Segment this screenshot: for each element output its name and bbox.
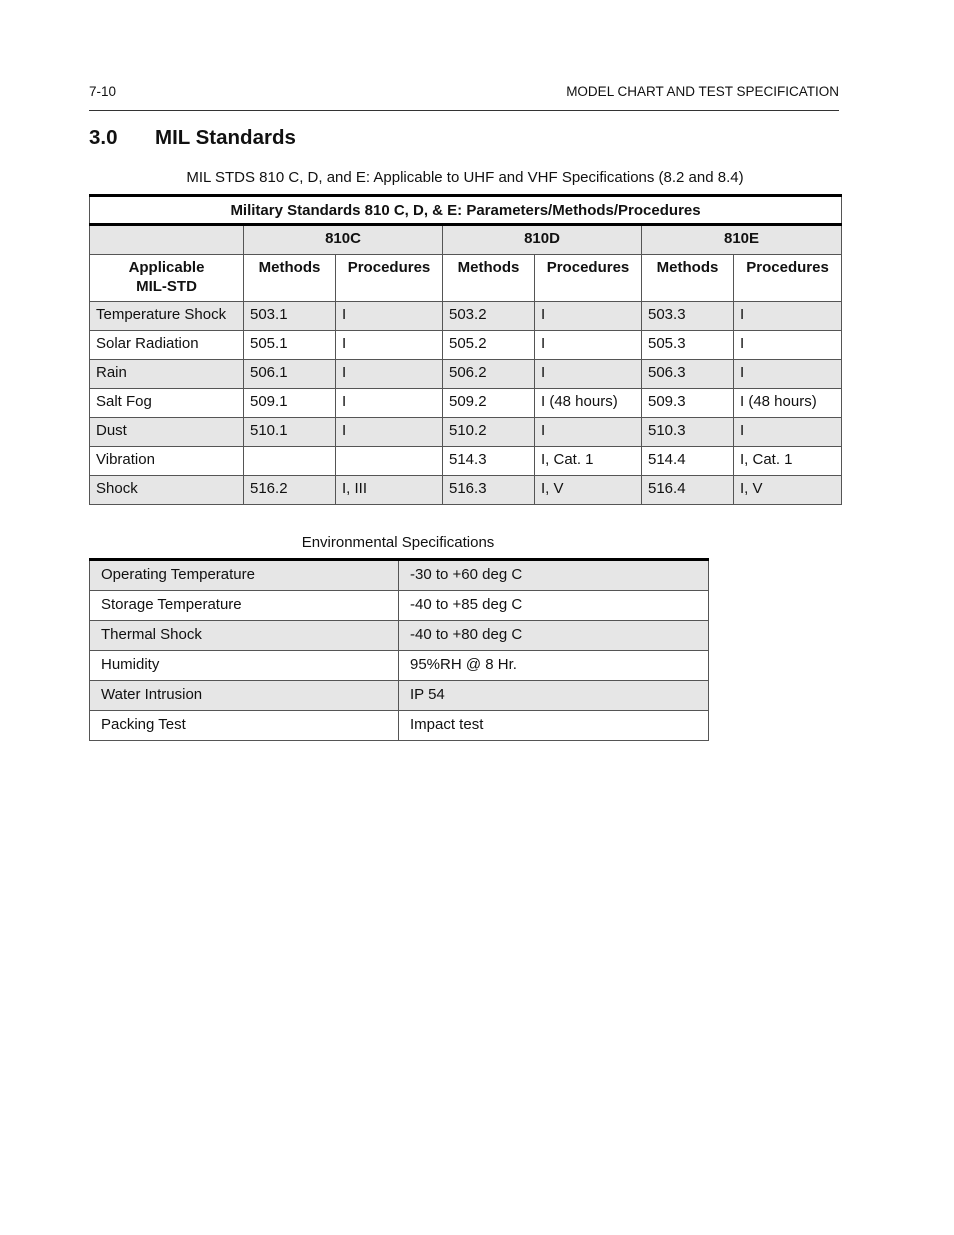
- env-value-cell: -40 to +85 deg C: [399, 591, 709, 621]
- column-header-methods: Methods: [443, 255, 535, 302]
- env-parameter-cell: Operating Temperature: [90, 560, 399, 591]
- methods-810e-cell: 509.3: [642, 389, 734, 418]
- page-header: [89, 84, 839, 111]
- env-parameter-cell: Water Intrusion: [90, 681, 399, 711]
- env-value-cell: IP 54: [399, 681, 709, 711]
- methods-810d-cell: 516.3: [443, 476, 535, 505]
- version-header-810d: 810D: [443, 225, 642, 255]
- mil-std-name-cell: Shock: [90, 476, 244, 505]
- column-header-procedures: Procedures: [535, 255, 642, 302]
- table-row: [90, 360, 842, 389]
- section-heading: [89, 126, 296, 150]
- env-parameter-cell: Thermal Shock: [90, 621, 399, 651]
- table-row: [90, 591, 709, 621]
- methods-810c-cell: 506.1: [244, 360, 336, 389]
- section-title: MIL Standards: [155, 126, 296, 149]
- table-row: [90, 418, 842, 447]
- procedures-810d-cell: I: [535, 360, 642, 389]
- methods-810c-cell: [244, 447, 336, 476]
- procedures-810d-cell: I: [535, 331, 642, 360]
- methods-810e-cell: 510.3: [642, 418, 734, 447]
- table-row: [90, 447, 842, 476]
- procedures-810c-cell: I: [336, 302, 443, 331]
- mil-table-title-row: [90, 196, 842, 225]
- table-row: [90, 651, 709, 681]
- env-value-cell: -40 to +80 deg C: [399, 621, 709, 651]
- column-header-methods: Methods: [244, 255, 336, 302]
- procedures-810c-cell: I: [336, 331, 443, 360]
- methods-810d-cell: 514.3: [443, 447, 535, 476]
- mil-table-title: Military Standards 810 C, D, & E: Parameters/Methods/Procedures: [90, 196, 842, 225]
- procedures-810d-cell: I: [535, 302, 642, 331]
- procedures-810e-cell: I: [734, 360, 842, 389]
- mil-standards-table: [89, 194, 842, 505]
- methods-810d-cell: 510.2: [443, 418, 535, 447]
- mil-std-name-cell: Salt Fog: [90, 389, 244, 418]
- column-header-methods: Methods: [642, 255, 734, 302]
- methods-810e-cell: 514.4: [642, 447, 734, 476]
- mil-std-name-cell: Temperature Shock: [90, 302, 244, 331]
- column-header-row: [90, 255, 842, 302]
- environmental-specifications-table: [89, 558, 709, 741]
- mil-std-name-cell: Vibration: [90, 447, 244, 476]
- procedures-810c-cell: I: [336, 389, 443, 418]
- methods-810e-cell: 505.3: [642, 331, 734, 360]
- procedures-810d-cell: I: [535, 418, 642, 447]
- table-row: [90, 621, 709, 651]
- methods-810e-cell: 516.4: [642, 476, 734, 505]
- env-parameter-cell: Packing Test: [90, 711, 399, 741]
- methods-810d-cell: 503.2: [443, 302, 535, 331]
- table-row: [90, 560, 709, 591]
- running-header: MODEL CHART AND TEST SPECIFICATION: [566, 84, 839, 99]
- column-header-procedures: Procedures: [336, 255, 443, 302]
- env-parameter-cell: Storage Temperature: [90, 591, 399, 621]
- methods-810e-cell: 506.3: [642, 360, 734, 389]
- methods-810c-cell: 516.2: [244, 476, 336, 505]
- version-header-810e: 810E: [642, 225, 842, 255]
- procedures-810e-cell: I (48 hours): [734, 389, 842, 418]
- env-parameter-cell: Humidity: [90, 651, 399, 681]
- procedures-810c-cell: I: [336, 418, 443, 447]
- table-row: [90, 711, 709, 741]
- table-row: [90, 389, 842, 418]
- env-value-cell: Impact test: [399, 711, 709, 741]
- page-number: 7-10: [89, 84, 117, 99]
- mil-std-name-cell: Rain: [90, 360, 244, 389]
- mil-std-name-cell: Dust: [90, 418, 244, 447]
- table-row: [90, 331, 842, 360]
- table-row: [90, 302, 842, 331]
- procedures-810e-cell: I, Cat. 1: [734, 447, 842, 476]
- methods-810d-cell: 509.2: [443, 389, 535, 418]
- table-row: [90, 476, 842, 505]
- env-value-cell: 95%RH @ 8 Hr.: [399, 651, 709, 681]
- procedures-810c-cell: I, III: [336, 476, 443, 505]
- version-header-blank: [90, 225, 244, 255]
- column-header-procedures: Procedures: [734, 255, 842, 302]
- env-value-cell: -30 to +60 deg C: [399, 560, 709, 591]
- methods-810c-cell: 509.1: [244, 389, 336, 418]
- procedures-810e-cell: I: [734, 331, 842, 360]
- procedures-810d-cell: I, Cat. 1: [535, 447, 642, 476]
- procedures-810e-cell: I, V: [734, 476, 842, 505]
- methods-810c-cell: 503.1: [244, 302, 336, 331]
- procedures-810c-cell: [336, 447, 443, 476]
- env-table-caption: Environmental Specifications: [301, 534, 495, 551]
- methods-810e-cell: 503.3: [642, 302, 734, 331]
- methods-810c-cell: 505.1: [244, 331, 336, 360]
- version-header-810c: 810C: [244, 225, 443, 255]
- procedures-810d-cell: I (48 hours): [535, 389, 642, 418]
- methods-810d-cell: 505.2: [443, 331, 535, 360]
- procedures-810c-cell: I: [336, 360, 443, 389]
- version-header-row: [90, 225, 842, 255]
- methods-810c-cell: 510.1: [244, 418, 336, 447]
- mil-table-caption: MIL STDS 810 C, D, and E: Applicable to UHF and VHF Specifications (8.2 and 8.4): [186, 169, 744, 186]
- column-header-applicable: Applicable MIL-STD: [90, 255, 244, 302]
- methods-810d-cell: 506.2: [443, 360, 535, 389]
- section-number: 3.0: [89, 126, 118, 149]
- table-row: [90, 681, 709, 711]
- mil-std-name-cell: Solar Radiation: [90, 331, 244, 360]
- procedures-810e-cell: I: [734, 302, 842, 331]
- procedures-810e-cell: I: [734, 418, 842, 447]
- procedures-810d-cell: I, V: [535, 476, 642, 505]
